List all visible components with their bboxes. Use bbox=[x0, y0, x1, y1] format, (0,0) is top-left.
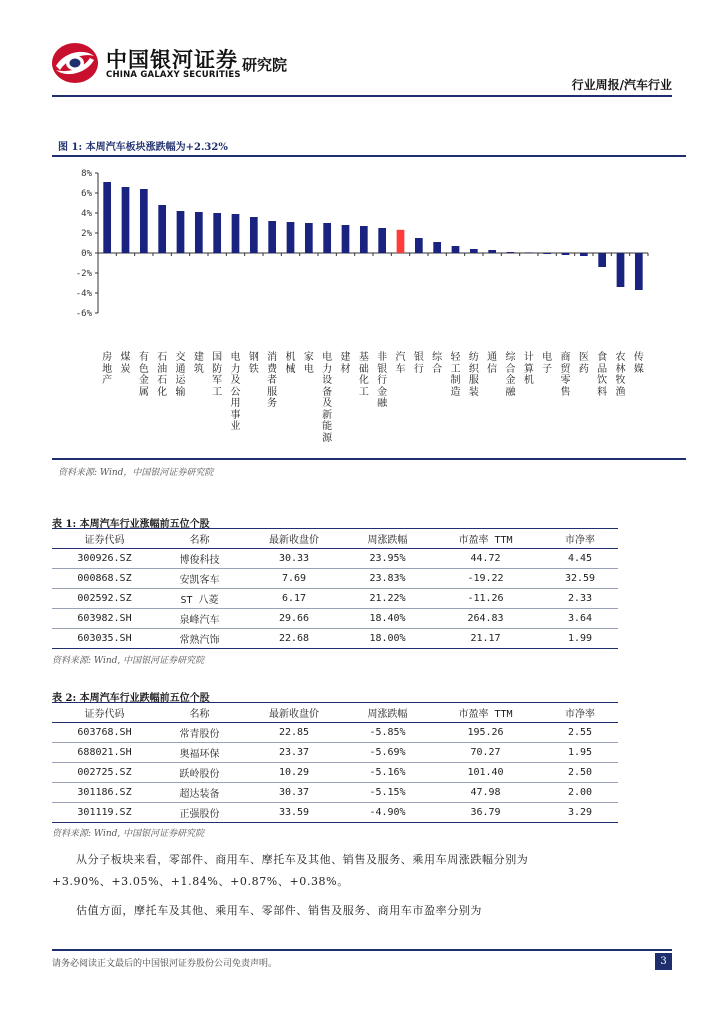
table-cell: 603768.SH bbox=[52, 723, 157, 743]
category-label: 商贸零售 bbox=[560, 352, 571, 398]
table-cell: 7.69 bbox=[242, 569, 346, 589]
category-label: 农林牧渔 bbox=[615, 352, 626, 398]
table-row bbox=[52, 763, 618, 783]
table-cell: 22.68 bbox=[242, 629, 346, 649]
table-cell: 安凯客车 bbox=[157, 569, 242, 589]
header-rule bbox=[52, 95, 672, 97]
table-cell: 195.26 bbox=[429, 723, 542, 743]
table-cell: 3.29 bbox=[542, 803, 618, 823]
y-tick-label: 0% bbox=[81, 249, 92, 259]
category-label: 医药 bbox=[578, 352, 589, 375]
category-label: 非银行金融 bbox=[377, 352, 388, 409]
table-header-row bbox=[52, 529, 618, 549]
table-cell: 10.29 bbox=[242, 763, 346, 783]
table-cell: 6.17 bbox=[242, 589, 346, 609]
bar bbox=[397, 230, 405, 253]
column-header: 最新收盘价 bbox=[242, 703, 346, 723]
y-tick-label: -4% bbox=[75, 289, 92, 299]
table-cell: 36.79 bbox=[429, 803, 542, 823]
table-cell: 1.99 bbox=[542, 629, 618, 649]
table-cell: 常熟汽饰 bbox=[157, 629, 242, 649]
table-cell: 301186.SZ bbox=[52, 783, 157, 803]
table-cell: 30.33 bbox=[242, 549, 346, 569]
column-header: 周涨跌幅 bbox=[346, 529, 429, 549]
galaxy-logo-icon bbox=[50, 40, 100, 86]
table-cell: 2.00 bbox=[542, 783, 618, 803]
y-tick-label: 8% bbox=[81, 169, 92, 179]
table-cell: 29.66 bbox=[242, 609, 346, 629]
category-label: 计算机 bbox=[523, 352, 534, 386]
bar bbox=[195, 212, 203, 253]
table-row bbox=[52, 609, 618, 629]
logo-cn: 中国银河证券 bbox=[106, 48, 238, 72]
bar bbox=[580, 253, 588, 256]
footer-rule bbox=[52, 949, 672, 951]
bar bbox=[250, 217, 258, 253]
column-header: 市盈率 TTM bbox=[429, 703, 542, 723]
y-tick-label: 2% bbox=[81, 229, 92, 239]
category-label: 石油石化 bbox=[157, 352, 168, 398]
table-cell: 33.59 bbox=[242, 803, 346, 823]
y-tick-label: 4% bbox=[81, 209, 92, 219]
bar-chart bbox=[52, 160, 672, 335]
category-label: 国防军工 bbox=[212, 352, 223, 398]
table-cell: 18.40% bbox=[346, 609, 429, 629]
bar bbox=[507, 252, 515, 253]
bar bbox=[177, 211, 185, 253]
bar bbox=[378, 228, 386, 253]
table-cell: 002592.SZ bbox=[52, 589, 157, 609]
table-cell: 正强股份 bbox=[157, 803, 242, 823]
table-cell: 泉峰汽车 bbox=[157, 609, 242, 629]
bar bbox=[342, 225, 350, 253]
bar bbox=[232, 214, 240, 253]
bar bbox=[433, 242, 441, 253]
category-label: 食品饮料 bbox=[597, 352, 608, 398]
table-cell: -5.85% bbox=[346, 723, 429, 743]
bar bbox=[305, 223, 313, 253]
table1-source: 资料来源: Wind, 中国银河证券研究院 bbox=[52, 656, 205, 666]
table-row bbox=[52, 569, 618, 589]
bar bbox=[543, 253, 551, 254]
table-cell: 23.37 bbox=[242, 743, 346, 763]
table-cell: 101.40 bbox=[429, 763, 542, 783]
table-cell: 688021.SH bbox=[52, 743, 157, 763]
category-label: 消费者服务 bbox=[267, 352, 278, 409]
table-cell: -4.90% bbox=[346, 803, 429, 823]
table-cell: 常青股份 bbox=[157, 723, 242, 743]
table-cell: 4.45 bbox=[542, 549, 618, 569]
column-header: 证券代码 bbox=[52, 703, 157, 723]
category-label: 传媒 bbox=[633, 352, 644, 375]
category-label: 电力及公用事业 bbox=[230, 352, 241, 432]
table-cell: 1.95 bbox=[542, 743, 618, 763]
paragraph-1-line-1: 从分子板块来看，零部件、商用车、摩托车及其他、销售及服务、乘用车周涨跌幅分别为 bbox=[76, 853, 529, 866]
table1-title: 表 1: 本周汽车行业涨幅前五位个股 bbox=[52, 519, 210, 530]
table-cell: 21.17 bbox=[429, 629, 542, 649]
table2-source: 资料来源: Wind, 中国银河证券研究院 bbox=[52, 829, 205, 839]
category-label: 基础化工 bbox=[358, 352, 369, 398]
table-cell: 2.33 bbox=[542, 589, 618, 609]
bar bbox=[103, 182, 111, 253]
category-label: 电力设备及新能源 bbox=[322, 352, 333, 444]
table-cell: 002725.SZ bbox=[52, 763, 157, 783]
logo-en: CHINA GALAXY SECURITIES bbox=[106, 70, 241, 80]
table-cell: 30.37 bbox=[242, 783, 346, 803]
bar bbox=[268, 221, 276, 253]
header bbox=[0, 0, 724, 100]
page-number: 3 bbox=[660, 956, 667, 967]
table-cell: 32.59 bbox=[542, 569, 618, 589]
bar bbox=[525, 252, 533, 253]
bar bbox=[213, 213, 221, 253]
category-label: 纺织服装 bbox=[468, 352, 479, 398]
table-cell: 47.98 bbox=[429, 783, 542, 803]
table-cell: -5.69% bbox=[346, 743, 429, 763]
table-row bbox=[52, 743, 618, 763]
table-cell: 000868.SZ bbox=[52, 569, 157, 589]
bar bbox=[488, 250, 496, 253]
category-label: 电子 bbox=[542, 352, 553, 375]
table-cell: 2.55 bbox=[542, 723, 618, 743]
table-cell: ST 八菱 bbox=[157, 589, 242, 609]
institute-label: 研究院 bbox=[242, 56, 288, 74]
table-cell: 301119.SZ bbox=[52, 803, 157, 823]
table-cell: 18.00% bbox=[346, 629, 429, 649]
column-header: 市净率 bbox=[542, 703, 618, 723]
table-cell: 603982.SH bbox=[52, 609, 157, 629]
column-header: 证券代码 bbox=[52, 529, 157, 549]
column-header: 市净率 bbox=[542, 529, 618, 549]
category-label: 机械 bbox=[285, 352, 296, 375]
category-label: 综合金融 bbox=[505, 352, 516, 398]
column-header: 周涨跌幅 bbox=[346, 703, 429, 723]
table-header-row bbox=[52, 703, 618, 723]
y-tick-label: -2% bbox=[75, 269, 92, 279]
table-cell: 21.22% bbox=[346, 589, 429, 609]
table-cell: 300926.SZ bbox=[52, 549, 157, 569]
bar bbox=[562, 253, 570, 255]
category-label: 有色金属 bbox=[138, 352, 149, 398]
paragraph-1-line-2: +3.90%、+3.05%、+1.84%、+0.87%、+0.38%。 bbox=[52, 875, 349, 888]
bar bbox=[122, 187, 130, 253]
bar bbox=[323, 223, 331, 253]
category-label: 房地产 bbox=[102, 352, 113, 386]
table-row bbox=[52, 803, 618, 823]
bar bbox=[140, 189, 148, 253]
figure1-bottom-rule bbox=[52, 458, 686, 460]
category-label: 通信 bbox=[487, 352, 498, 375]
figure1-source: 资料来源: Wind，中国银河证券研究院 bbox=[58, 468, 214, 478]
category-label: 建筑 bbox=[193, 352, 204, 375]
table-row bbox=[52, 629, 618, 649]
bar bbox=[635, 253, 643, 290]
category-label: 家电 bbox=[303, 352, 314, 375]
table-cell: 23.83% bbox=[346, 569, 429, 589]
bar bbox=[452, 246, 460, 253]
table-cell: -11.26 bbox=[429, 589, 542, 609]
table-cell: 奥福环保 bbox=[157, 743, 242, 763]
column-header: 最新收盘价 bbox=[242, 529, 346, 549]
figure1-title: 图 1: 本周汽车板块涨跌幅为+2.32% bbox=[58, 142, 228, 153]
table-cell: 603035.SH bbox=[52, 629, 157, 649]
table-row bbox=[52, 723, 618, 743]
bar bbox=[158, 205, 166, 253]
y-tick-label: -6% bbox=[75, 309, 92, 319]
category-label: 汽车 bbox=[395, 352, 406, 375]
table-cell: -5.15% bbox=[346, 783, 429, 803]
column-header: 名称 bbox=[157, 703, 242, 723]
table-cell: 23.95% bbox=[346, 549, 429, 569]
bar bbox=[470, 249, 478, 253]
table-cell: 22.85 bbox=[242, 723, 346, 743]
bar bbox=[617, 253, 625, 287]
table2-title: 表 2: 本周汽车行业跌幅前五位个股 bbox=[52, 693, 210, 704]
table-cell: 超达装备 bbox=[157, 783, 242, 803]
table-cell: -19.22 bbox=[429, 569, 542, 589]
report-type: 行业周报/汽车行业 bbox=[571, 78, 672, 92]
table-cell: -5.16% bbox=[346, 763, 429, 783]
gainers-table bbox=[52, 528, 618, 649]
category-label: 轻工制造 bbox=[450, 352, 461, 398]
figure1-top-rule bbox=[52, 155, 686, 157]
footer-disclaimer: 请务必阅读正文最后的中国银河证券股份公司免责声明。 bbox=[52, 959, 278, 969]
bar bbox=[287, 222, 295, 253]
category-label: 煤炭 bbox=[120, 352, 131, 375]
paragraph-2-line-1: 估值方面，摩托车及其他、乘用车、零部件、销售及服务、商用车市盈率分别为 bbox=[76, 904, 482, 917]
table-row bbox=[52, 549, 618, 569]
y-tick-label: 6% bbox=[81, 189, 92, 199]
table-cell: 264.83 bbox=[429, 609, 542, 629]
table-cell: 70.27 bbox=[429, 743, 542, 763]
table-cell: 44.72 bbox=[429, 549, 542, 569]
bar bbox=[598, 253, 606, 267]
table-row bbox=[52, 589, 618, 609]
bar bbox=[415, 238, 423, 253]
category-label: 综合 bbox=[432, 352, 443, 375]
table-row bbox=[52, 783, 618, 803]
table-cell: 3.64 bbox=[542, 609, 618, 629]
losers-table bbox=[52, 702, 618, 823]
page-number-badge bbox=[655, 953, 672, 970]
category-label: 银行 bbox=[413, 352, 424, 375]
table-cell: 跃岭股份 bbox=[157, 763, 242, 783]
bar bbox=[360, 226, 368, 253]
table-cell: 博俊科技 bbox=[157, 549, 242, 569]
category-label: 建材 bbox=[340, 352, 351, 375]
column-header: 名称 bbox=[157, 529, 242, 549]
category-label: 交通运输 bbox=[175, 352, 186, 398]
column-header: 市盈率 TTM bbox=[429, 529, 542, 549]
category-label: 钢铁 bbox=[248, 352, 259, 375]
table-cell: 2.50 bbox=[542, 763, 618, 783]
